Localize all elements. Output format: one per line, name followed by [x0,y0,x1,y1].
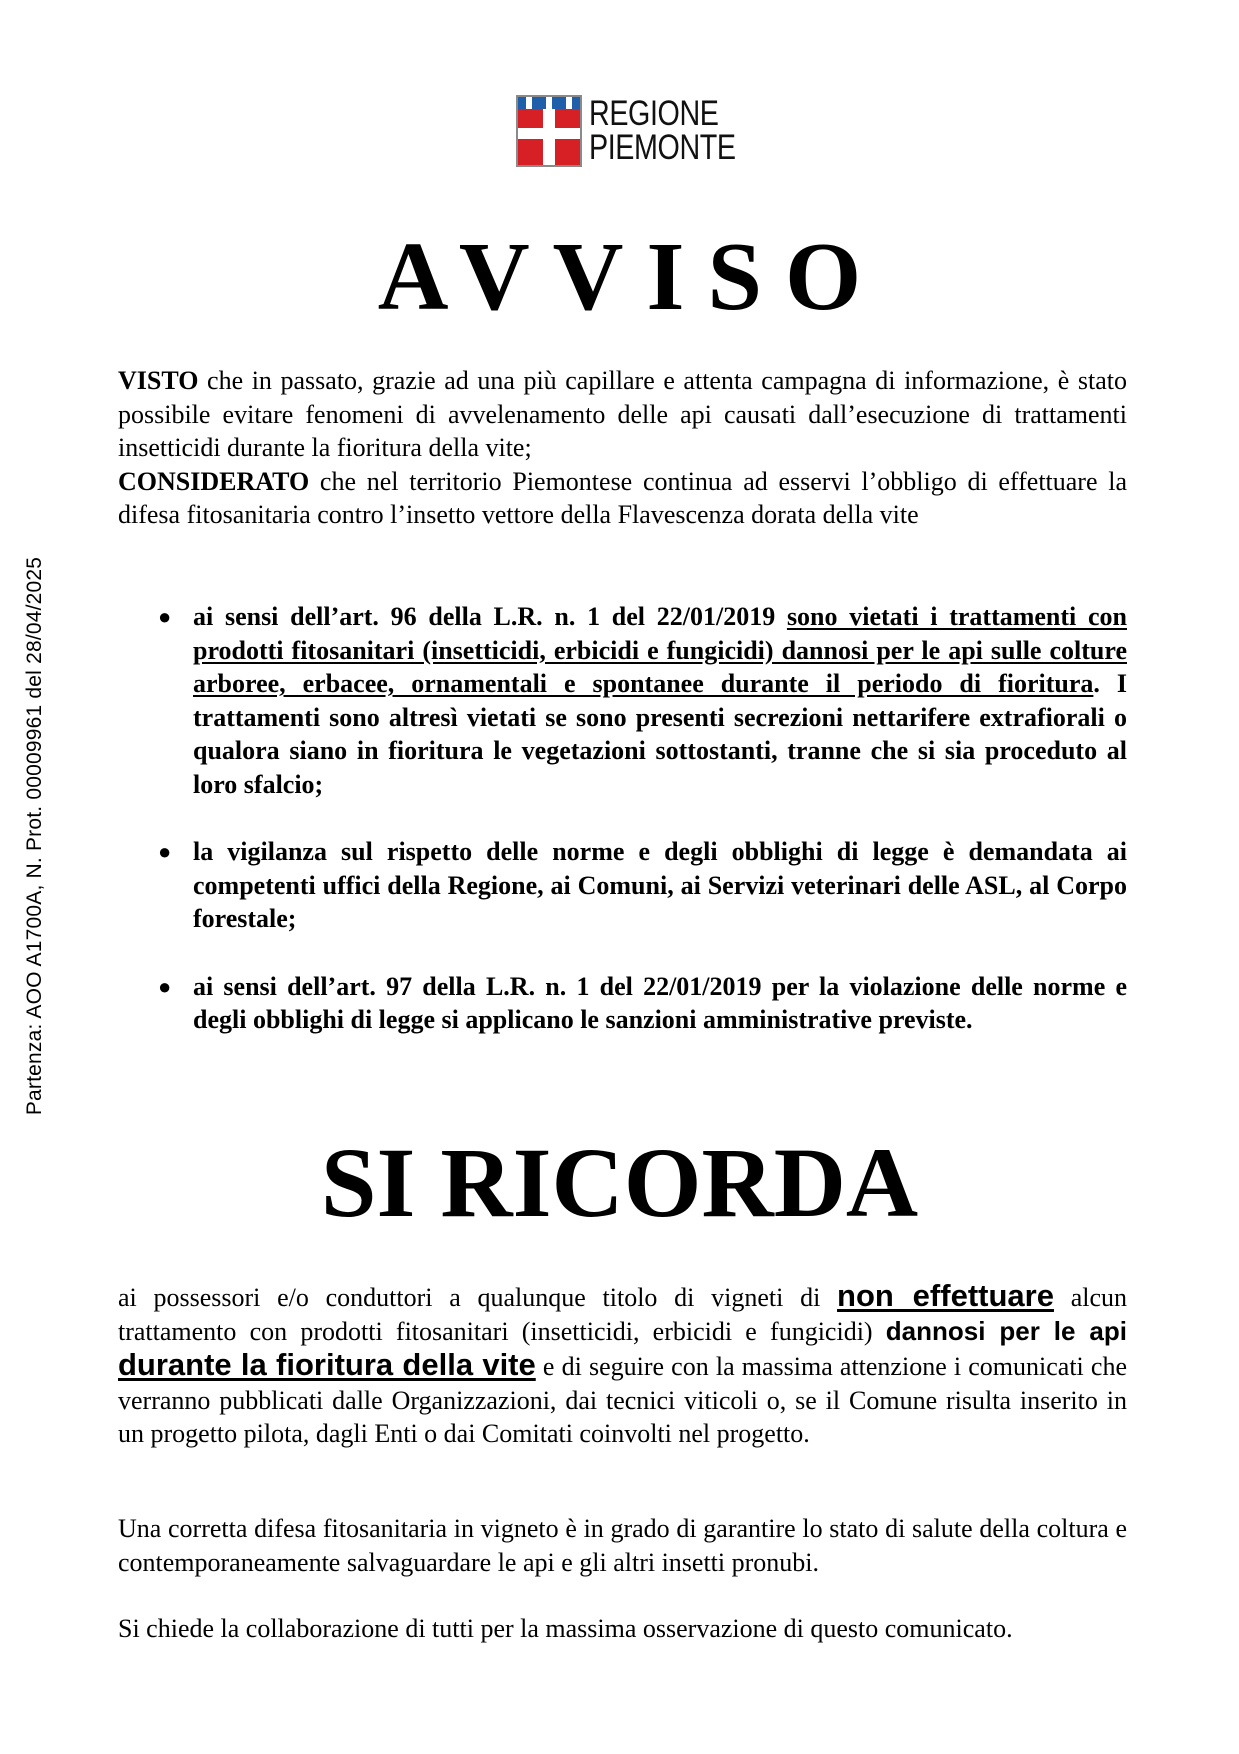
protocol-stamp-text: Partenza: AOO A1700A, N. Prot. 00009961 del 28/04/2025 [23,556,46,1116]
notice-title: AVVISO [377,223,885,331]
visto-label: VISTO [118,366,199,395]
reminder-text-2: alcun trattamento con prodotti fitosanitari (insetticidi, erbicidi e fungicidi) [118,1283,1127,1346]
reminder-paragraph [118,1279,1127,1451]
list-item-text-post: . I trattamenti sono altresì vietati se sono presenti secrezioni nettarifere extrafiorali o qualora siano in fioritura le vegetazioni sottostanti, tranne che si sia proceduto al loro sfalcio; [193,669,1127,799]
visto-text: che in passato, grazie ad una più capillare e attenta campagna di informazione, è stato possibile evitare fenomeni di avvelenamento delle api causati dall’esecuzione di trattamenti insetticidi durante la fioritura della vite; [118,366,1127,462]
bullet-icon: ● [158,973,172,999]
reminder-title: SI RICORDA [320,1127,919,1238]
logo-line-2: PIEMONTE [589,128,736,167]
regione-piemonte-logo [516,95,768,167]
provisions-list [118,600,1127,1037]
reminder-emphasis-2: durante la fioritura della vite [118,1347,536,1382]
closing-paragraph-1: Una corretta difesa fitosanitaria in vigneto è in grado di garantire lo stato di salute della coltura e contemporaneamente salvaguardare le api e gli altri insetti pronubi. [118,1514,1127,1577]
piemonte-shield-icon [516,95,582,167]
logo-line-1: REGIONE [589,94,719,133]
logo-wordmark [589,94,736,167]
list-item [118,835,1127,936]
reminder-text-4: e di seguire con la massima attenzione i comunicati che verranno pubblicati dalle Organizzazioni, dai tecnici viticoli o, se il Comune risulta inserito in un progetto pilota, dagli Enti o dai Comitati coinvolti nel progetto. [118,1352,1127,1448]
list-item [118,970,1127,1037]
list-item-text: ai sensi dell’art. 97 della L.R. n. 1 del 22/01/2019 per la violazione delle norme e degli obblighi di legge si applicano le sanzioni amministrative previste. [193,971,1127,1034]
bullet-icon: ● [158,604,172,629]
reminder-emphasis-1: non effettuare [837,1278,1054,1313]
considerato-text: che nel territorio Piemontese continua ad esservi l’obbligo di effettuare la difesa fitosanitaria contro l’insetto vettore della Flavescenza dorata della vite [118,466,1127,529]
list-item [118,600,1127,801]
bullet-icon: ● [158,839,172,864]
intro-paragraph [118,364,1127,532]
considerato-label: CONSIDERATO [118,466,310,496]
list-item-text-pre: ai sensi dell’art. 96 della L.R. n. 1 del 22/01/2019 [193,602,787,631]
closing-paragraph-2: Si chiede la collaborazione di tutti per la massima osservazione di questo comunicato. [118,1614,1013,1643]
reminder-bold: dannosi per le api [885,1315,1127,1346]
reminder-text-1: ai possessori e/o conduttori a qualunque titolo di vigneti di [118,1283,838,1312]
list-item-text-underlined: sono vietati i trattamenti con prodotti fitosanitari (insetticidi, erbicidi e fungicidi) dannosi per le api sulle colture arboree, erbacee, ornamentali e spontanee durante il periodo di fioritura [193,602,1127,698]
list-item-text: la vigilanza sul rispetto delle norme e degli obblighi di legge è demandata ai competenti uffici della Regione, ai Comuni, ai Servizi veterinari delle ASL, al Corpo forestale; [193,837,1127,933]
